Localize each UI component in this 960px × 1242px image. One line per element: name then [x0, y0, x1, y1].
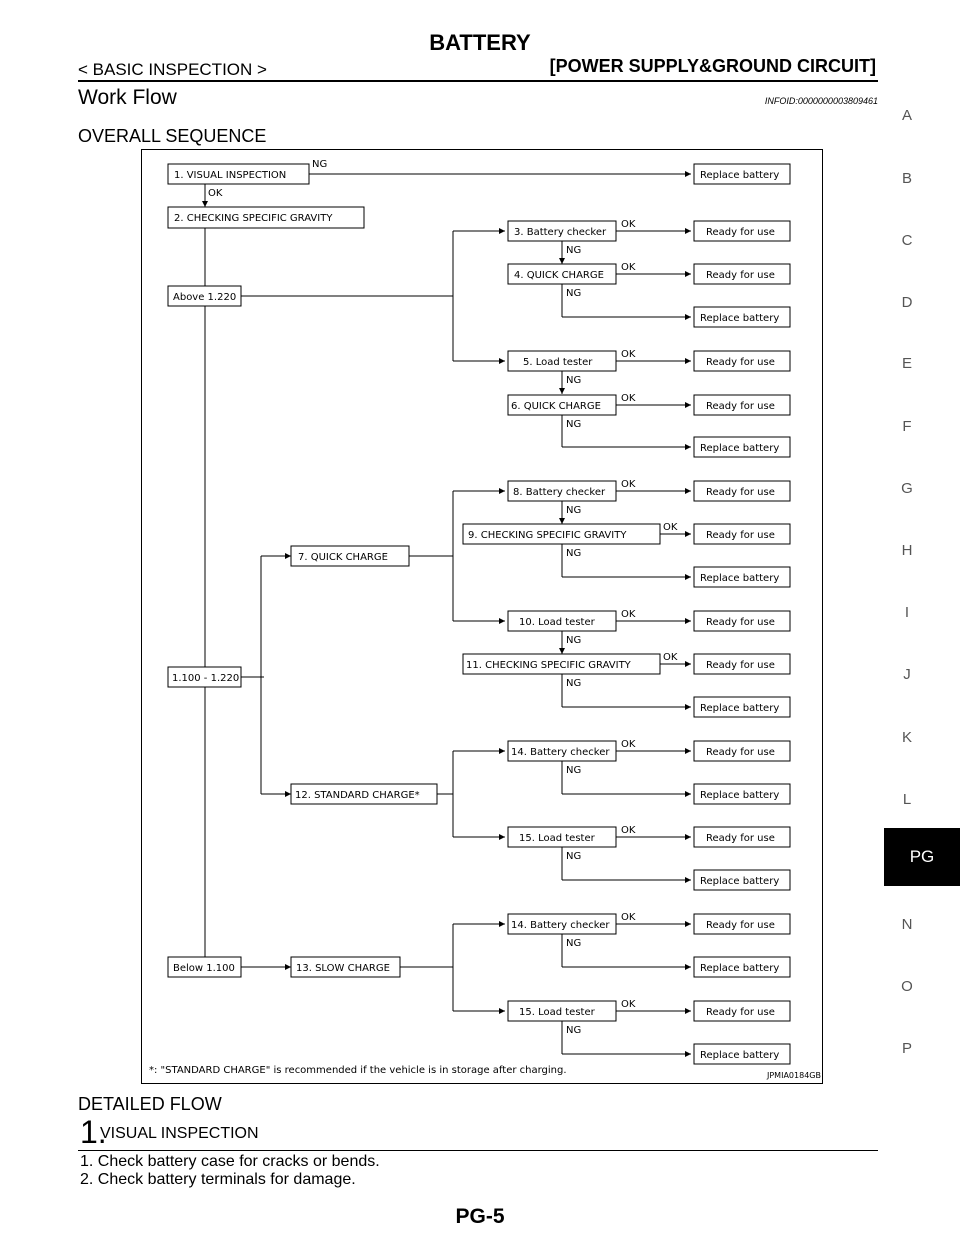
svg-text:Ready for use: Ready for use: [706, 833, 775, 844]
svg-text:NG: NG: [566, 419, 582, 430]
svg-text:15. Load tester: 15. Load tester: [519, 1007, 595, 1018]
side-index-a[interactable]: A: [901, 107, 912, 124]
box-step-5: [508, 351, 616, 371]
header-subsection: [POWER SUPPLY&GROUND CIRCUIT]: [549, 56, 876, 76]
svg-text:OK: OK: [621, 219, 636, 230]
side-index-g[interactable]: G: [901, 480, 913, 497]
side-index-h[interactable]: H: [901, 542, 913, 559]
side-index-pg-active[interactable]: PG: [884, 828, 960, 886]
svg-text:14. Battery checker: 14. Battery checker: [511, 920, 610, 931]
result-replace-14a: [694, 784, 790, 804]
svg-text:Replace battery: Replace battery: [700, 963, 780, 974]
svg-text:Above 1.220: Above 1.220: [173, 292, 237, 303]
box-step-6: [508, 395, 616, 415]
page-number: PG-5: [455, 1205, 505, 1228]
svg-text:OK: OK: [621, 349, 636, 360]
box-step-12: [291, 784, 437, 804]
result-replace-4: [694, 307, 790, 327]
svg-text:5. Load tester: 5. Load tester: [523, 357, 593, 368]
result-ready-14a: [694, 741, 790, 761]
result-ready-11: [694, 654, 790, 674]
step-rule: [78, 1150, 878, 1151]
svg-text:Ready for use: Ready for use: [706, 660, 775, 671]
box-checking-gravity: [168, 207, 364, 228]
result-ready-4: [694, 264, 790, 284]
box-step-13: [291, 957, 400, 977]
svg-text:Below 1.100: Below 1.100: [173, 963, 235, 974]
side-index-b[interactable]: B: [901, 170, 912, 187]
side-index-d[interactable]: D: [901, 294, 913, 311]
result-ready-15a: [694, 827, 790, 847]
svg-text:OK: OK: [621, 393, 636, 404]
side-index-k[interactable]: K: [901, 729, 912, 746]
svg-text:OK: OK: [621, 912, 636, 923]
box-above-1220: [168, 286, 241, 306]
step-title: VISUAL INSPECTION: [100, 1125, 259, 1142]
detailed-flow-heading: DETAILED FLOW: [78, 1094, 222, 1114]
svg-text:Replace battery: Replace battery: [700, 573, 780, 584]
box-step-10: [508, 611, 616, 631]
box-below-1100: [168, 957, 241, 977]
box-step-11: [463, 654, 660, 674]
svg-text:Ready for use: Ready for use: [706, 401, 775, 412]
svg-text:NG: NG: [566, 288, 582, 299]
box-step-3: [508, 221, 616, 241]
svg-text:6. QUICK CHARGE: 6. QUICK CHARGE: [511, 401, 601, 412]
svg-text:10. Load tester: 10. Load tester: [519, 617, 595, 628]
svg-text:Ready for use: Ready for use: [706, 357, 775, 368]
page-header-title: BATTERY: [429, 30, 531, 55]
svg-text:13. SLOW CHARGE: 13. SLOW CHARGE: [296, 963, 390, 974]
flow-branch-labels: [208, 159, 678, 1036]
side-index-n[interactable]: N: [901, 916, 913, 933]
step-number: 1.: [80, 1114, 107, 1150]
svg-text:Replace battery: Replace battery: [700, 703, 780, 714]
step-item: 2. Check battery terminals for damage.: [80, 1171, 356, 1188]
svg-text:OK: OK: [621, 825, 636, 836]
figure-code: JPMIA0184GB: [767, 1071, 821, 1080]
svg-text:11. CHECKING SPECIFIC GRAVITY: 11. CHECKING SPECIFIC GRAVITY: [466, 660, 631, 671]
overall-sequence-heading: OVERALL SEQUENCE: [78, 126, 267, 146]
result-ready-15b: [694, 1001, 790, 1021]
svg-text:NG: NG: [312, 159, 328, 170]
svg-text:OK: OK: [621, 609, 636, 620]
flow-footnote: *: "STANDARD CHARGE" is recommended if the vehicle is in storage after charging.: [149, 1065, 567, 1076]
box-mid-range: [168, 667, 241, 687]
step-item: 1. Check battery case for cracks or bends.: [80, 1153, 380, 1170]
svg-text:Ready for use: Ready for use: [706, 1007, 775, 1018]
side-index-l[interactable]: L: [902, 791, 912, 808]
result-ready-9: [694, 524, 790, 544]
box-step-9: [463, 524, 660, 544]
header-rule: [78, 80, 878, 82]
box-step-7: [291, 546, 409, 566]
result-replace-11: [694, 697, 790, 717]
svg-text:3. Battery checker: 3. Battery checker: [514, 227, 607, 238]
svg-text:OK: OK: [663, 652, 678, 663]
svg-text:1.100 - 1.220: 1.100 - 1.220: [172, 673, 240, 684]
svg-text:Replace battery: Replace battery: [700, 1050, 780, 1061]
result-ready-3: [694, 221, 790, 241]
svg-text:OK: OK: [621, 999, 636, 1010]
svg-text:9. CHECKING SPECIFIC GRAVITY: 9. CHECKING SPECIFIC GRAVITY: [468, 530, 627, 541]
result-ready-5: [694, 351, 790, 371]
svg-text:Replace battery: Replace battery: [700, 443, 780, 454]
svg-text:NG: NG: [566, 938, 582, 949]
svg-text:NG: NG: [566, 678, 582, 689]
svg-text:Ready for use: Ready for use: [706, 487, 775, 498]
side-index-j[interactable]: J: [903, 666, 911, 683]
box-step-8: [508, 481, 616, 501]
svg-text:12. STANDARD CHARGE*: 12. STANDARD CHARGE*: [295, 790, 420, 801]
svg-text:NG: NG: [566, 505, 582, 516]
side-index-p[interactable]: P: [901, 1040, 912, 1057]
svg-text:Replace battery: Replace battery: [700, 313, 780, 324]
overall-sequence-flowchart: [141, 149, 823, 1084]
result-ready-8: [694, 481, 790, 501]
result-replace-1: [694, 164, 790, 184]
result-replace-14b: [694, 957, 790, 977]
svg-text:NG: NG: [566, 1025, 582, 1036]
result-replace-9: [694, 567, 790, 587]
side-index-o[interactable]: O: [901, 978, 913, 995]
svg-text:OK: OK: [621, 739, 636, 750]
box-step-15a: [508, 827, 616, 847]
box-step-14b: [508, 914, 616, 934]
section-title: Work Flow: [78, 86, 177, 109]
svg-text:Ready for use: Ready for use: [706, 617, 775, 628]
svg-text:NG: NG: [566, 765, 582, 776]
svg-text:2. CHECKING SPECIFIC GRAVITY: 2. CHECKING SPECIFIC GRAVITY: [174, 213, 333, 224]
svg-text:15. Load tester: 15. Load tester: [519, 833, 595, 844]
svg-text:OK: OK: [621, 262, 636, 273]
box-step-4: [508, 264, 616, 284]
svg-text:NG: NG: [566, 245, 582, 256]
svg-text:NG: NG: [566, 635, 582, 646]
svg-text:OK: OK: [208, 188, 223, 199]
svg-text:7. QUICK CHARGE: 7. QUICK CHARGE: [298, 552, 388, 563]
side-index-e[interactable]: E: [901, 355, 912, 372]
side-index-c[interactable]: C: [901, 232, 913, 249]
result-ready-6: [694, 395, 790, 415]
result-replace-15b: [694, 1044, 790, 1064]
result-ready-10: [694, 611, 790, 631]
svg-text:Ready for use: Ready for use: [706, 747, 775, 758]
svg-text:Ready for use: Ready for use: [706, 227, 775, 238]
svg-text:NG: NG: [566, 548, 582, 559]
svg-text:14. Battery checker: 14. Battery checker: [511, 747, 610, 758]
svg-text:Replace battery: Replace battery: [700, 876, 780, 887]
flow-connectors: [205, 174, 691, 1054]
svg-text:1. VISUAL INSPECTION: 1. VISUAL INSPECTION: [174, 170, 287, 181]
svg-text:Ready for use: Ready for use: [706, 920, 775, 931]
svg-text:4. QUICK CHARGE: 4. QUICK CHARGE: [514, 270, 604, 281]
box-visual-inspection: [168, 164, 309, 184]
box-step-15b: [508, 1001, 616, 1021]
svg-text:Replace battery: Replace battery: [700, 790, 780, 801]
header-category: < BASIC INSPECTION >: [78, 60, 267, 79]
svg-text:8. Battery checker: 8. Battery checker: [513, 487, 606, 498]
svg-text:NG: NG: [566, 375, 582, 386]
svg-text:Ready for use: Ready for use: [706, 530, 775, 541]
svg-text:Replace battery: Replace battery: [700, 170, 780, 181]
result-ready-14b: [694, 914, 790, 934]
box-step-14a: [508, 741, 616, 761]
svg-text:NG: NG: [566, 851, 582, 862]
side-index-f[interactable]: F: [902, 418, 912, 435]
svg-text:Ready for use: Ready for use: [706, 270, 775, 281]
result-replace-15a: [694, 870, 790, 890]
svg-text:OK: OK: [663, 522, 678, 533]
side-index-i[interactable]: I: [904, 604, 910, 621]
result-replace-6: [694, 437, 790, 457]
info-id: INFOID:0000000003809461: [764, 96, 878, 106]
svg-text:OK: OK: [621, 479, 636, 490]
